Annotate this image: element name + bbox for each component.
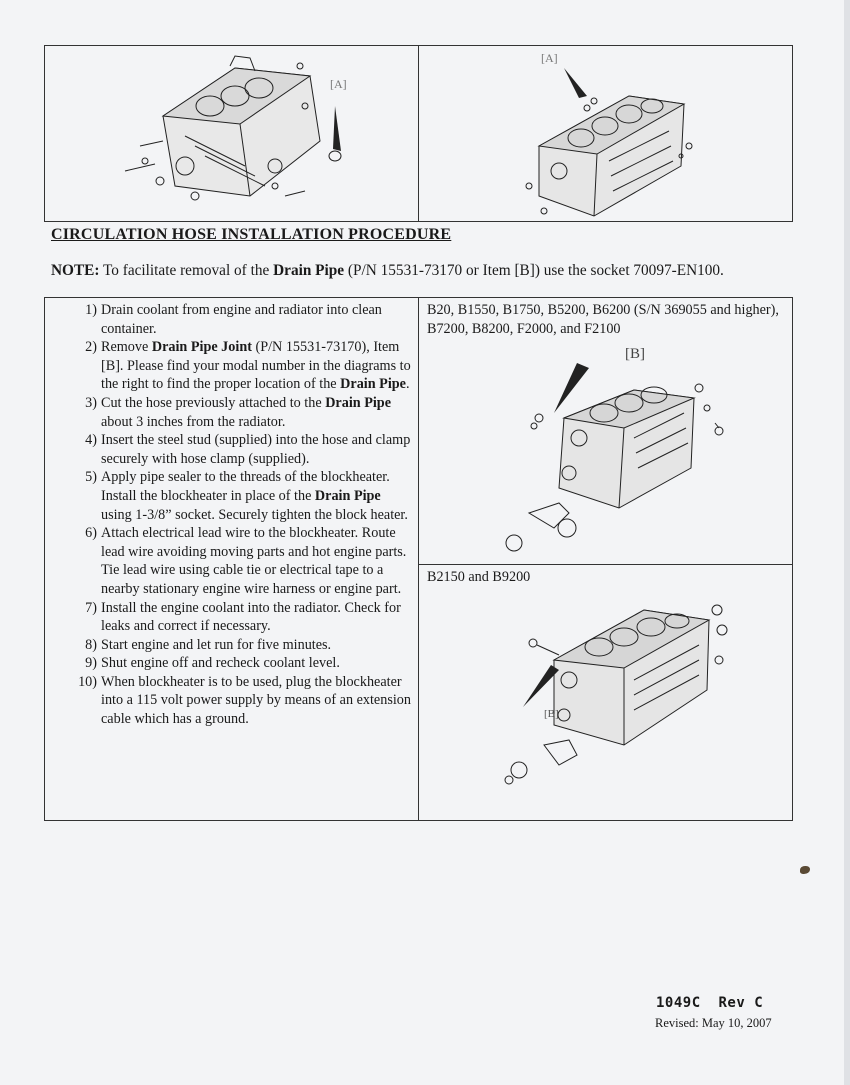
step-text: (P/N 15531-73170), Item [B]. Please find your modal number in the diagrams to the right to find the proper location of the [101,339,411,393]
engine-figure-right [418,46,793,221]
list-item-step-10 [45,673,415,729]
step-text: using 1-3/8” socket. Securely tighten the block heater. [101,506,408,523]
step-number: 7) [85,599,97,616]
step-text: Cut the hose previously attached to the [101,394,326,411]
step-text: Install the engine coolant into the radiator. Check for leaks and correct if necessary. [101,599,401,635]
note [51,262,724,280]
list-item-step-6 [45,524,415,598]
figure-label-a-right: [A] [541,51,558,65]
step-number: 5) [85,469,97,486]
step-number: 10) [78,673,97,690]
revision-date: Revised: May 10, 2007 [655,1016,772,1030]
step-text: Shut engine off and recheck coolant level. [101,655,340,672]
step-text: Start engine and let run for five minutes. [101,636,332,653]
list-item-step-9 [45,654,415,673]
procedure-steps-list [45,301,415,729]
step-number: 1) [85,302,97,318]
step-text: . [405,376,410,393]
step-text: Insert the steel stud (supplied) into the hose and clamp securely with hose clamp (supplied). [101,432,411,467]
step-text: Drain coolant from engine and radiator into clean container. [101,302,382,337]
step-text: Apply pipe sealer to the threads of the blockheater. Install the blockheater in place of the [101,469,390,504]
ink-blot [800,866,810,874]
page-edge [844,0,850,1085]
arrow-a-left-icon [333,106,341,151]
figure-label-b-bottom: [B] [544,708,559,720]
figure-label-a-left: [A] [330,77,347,91]
model-list-bottom: B2150 and B9200 [427,569,531,585]
step-text: Attach electrical lead wire to the blockheater. Route lead wire avoiding moving parts and hot engine parts. Tie lead wire using cable tie or electrical tape to a nearby stationary engine wire harness or engine part. [101,525,407,597]
note-bold-drain-pipe: Drain Pipe [273,262,345,279]
engine-block-illustration-top [419,298,792,563]
engine-block-illustration-bottom [419,565,792,820]
list-item-step-7 [45,599,415,636]
list-item-step-8 [45,636,415,655]
step-number: 6) [85,525,97,542]
step-number: 2) [85,339,97,356]
list-item-step-1 [45,301,415,338]
step-text: Remove [101,339,152,356]
step-bold-text: Drain Pipe Joint [151,339,252,356]
arrow-b-top-icon [554,363,589,413]
step-number: 3) [85,394,97,411]
step-number: 4) [85,432,97,449]
procedure-steps-cell [45,298,419,820]
list-item-step-5 [45,468,415,524]
list-item-step-3 [45,394,415,431]
section-title: CIRCULATION HOSE INSTALLATION PROCEDURE [51,226,452,243]
note-text-2: (P/N 15531-73170 or Item [B]) use the socket 70097-EN100. [344,262,724,279]
model-list-top: B20, B1550, B1750, B5200, B6200 (S/N 369055 and higher), B7200, B8200, F2000, and F2100 [427,302,779,337]
note-prefix: NOTE: [51,262,100,279]
step-bold-text: Drain Pipe [314,487,381,504]
model-figure-cell-top [419,298,792,565]
engine-block-illustration-right [419,46,793,221]
step-number: 8) [85,636,97,653]
list-item-step-2 [45,338,415,394]
engine-block-illustration-left [45,46,418,221]
document-code: 1049C Rev C [656,995,764,1011]
list-item-step-4 [45,431,415,468]
engine-figure-left [45,46,418,221]
step-text: When blockheater is to be used, plug the blockheater into a 115 volt power supply by means of an extension cable which has a ground. [101,673,411,728]
figure-label-b-top: [B] [625,346,645,362]
step-number: 9) [85,655,97,672]
arrow-a-right-icon [564,68,587,98]
note-text-1: To facilitate removal of the [99,262,274,279]
step-bold-text: Drain Pipe [340,376,406,393]
step-text: about 3 inches from the radiator. [101,413,286,430]
step-bold-text: Drain Pipe [325,394,391,411]
procedure-table [44,297,793,821]
model-figure-cell-bottom [419,565,792,820]
top-figure-table [44,45,793,222]
